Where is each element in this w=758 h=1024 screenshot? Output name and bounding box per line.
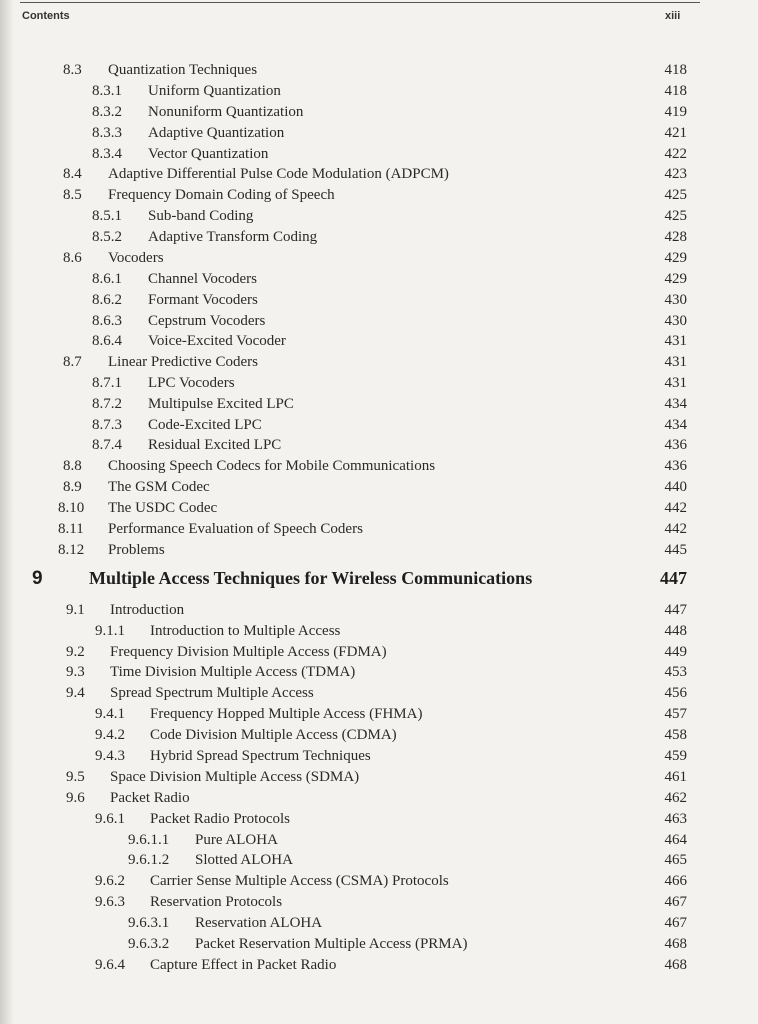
toc-entry-title: Adaptive Transform Coding: [148, 229, 318, 245]
toc-entry-number: 8.5.2: [92, 229, 122, 245]
toc-entry-title: Space Division Multiple Access (SDMA): [110, 769, 360, 785]
toc-entry: [0, 125, 758, 145]
toc-entry-number: 9.6.3.1: [128, 915, 170, 931]
toc-entry: [0, 832, 758, 852]
toc-entry-number: 8.11: [58, 521, 84, 537]
toc-entry-title: Reservation Protocols: [150, 894, 283, 910]
toc-entry-number: 8.5.1: [92, 208, 122, 224]
toc-entry-number: 9.4.2: [95, 727, 125, 743]
toc-entry-title: Packet Radio Protocols: [150, 811, 290, 827]
toc-entry: [0, 915, 758, 935]
toc-entry-title: LPC Vocoders: [148, 375, 235, 391]
toc-entry-page: 464: [664, 832, 687, 848]
toc-entry-number: 9.6: [66, 790, 85, 806]
toc-entry-number: 8.7.1: [92, 375, 122, 391]
toc-entry: [0, 208, 758, 228]
toc-entry: [0, 811, 758, 831]
toc-entry: [0, 166, 758, 186]
toc-entry: [0, 250, 758, 270]
toc-entry: [0, 623, 758, 643]
toc-entry: [0, 936, 758, 956]
toc-entry-number: 8.9: [63, 479, 82, 495]
toc-entry-number: 9.2: [66, 644, 85, 660]
toc-entry-page: 447: [660, 568, 687, 588]
toc-entry-number: 8.7: [63, 354, 82, 370]
toc-entry-page: 422: [664, 146, 687, 162]
toc-entry: [0, 852, 758, 872]
toc-entry: [0, 104, 758, 124]
toc-entry: [0, 292, 758, 312]
toc-entry-page: 425: [664, 187, 687, 203]
toc-entry-number: 9.4.3: [95, 748, 125, 764]
toc-entry-title: Carrier Sense Multiple Access (CSMA) Protocols: [150, 873, 449, 889]
toc-entry-title: Pure ALOHA: [195, 832, 278, 848]
toc-entry-title: The USDC Codec: [108, 500, 218, 516]
toc-entry-page: 430: [664, 313, 687, 329]
toc-entry-page: 421: [664, 125, 687, 141]
toc-entry: [0, 229, 758, 249]
toc-entry-page: 459: [664, 748, 687, 764]
toc-entry-title: Packet Reservation Multiple Access (PRMA): [195, 936, 468, 952]
toc-entry-title: Frequency Hopped Multiple Access (FHMA): [150, 706, 423, 722]
toc-entry: [0, 62, 758, 82]
toc-entry-title: Adaptive Differential Pulse Code Modulation (ADPCM): [108, 166, 449, 182]
toc-entry-page: 458: [664, 727, 687, 743]
toc-entry-number: 8.3: [63, 62, 82, 78]
toc-entry-page: 445: [664, 542, 687, 558]
toc-entry-number: 8.6.3: [92, 313, 122, 329]
toc-entry-page: 436: [664, 437, 687, 453]
toc-entry: [0, 521, 758, 541]
toc-entry-number: 8.7.4: [92, 437, 122, 453]
toc-entry-number: 9.3: [66, 664, 85, 680]
toc-entry-title: Vector Quantization: [148, 146, 269, 162]
toc-entry-page: 431: [664, 375, 687, 391]
toc-entry-number: 9.6.1.2: [128, 852, 170, 868]
toc-entry-title: Nonuniform Quantization: [148, 104, 304, 120]
toc-entry: [0, 769, 758, 789]
toc-entry-number: 8.6.1: [92, 271, 122, 287]
toc-entry-number: 9.6.4: [95, 957, 125, 973]
toc-entry: [0, 602, 758, 622]
toc-entry-number: 9.6.1: [95, 811, 125, 827]
toc-entry-number: 9.6.2: [95, 873, 125, 889]
toc-entry-number: 8.3.2: [92, 104, 122, 120]
toc-entry-number: 9.1: [66, 602, 85, 618]
toc-entry-title: Quantization Techniques: [108, 62, 258, 78]
toc-entry-page: 456: [664, 685, 687, 701]
toc-entry-title: Adaptive Quantization: [148, 125, 285, 141]
toc-entry-page: 430: [664, 292, 687, 308]
toc-entry-title: Problems: [108, 542, 165, 558]
toc-entry-page: 453: [664, 664, 687, 680]
toc-entry: [0, 187, 758, 207]
toc-entry-title: Introduction to Multiple Access: [150, 623, 341, 639]
toc-entry-page: 461: [664, 769, 687, 785]
toc-entry: [0, 333, 758, 353]
toc-entry-number: 8.8: [63, 458, 82, 474]
toc-entry-page: 423: [664, 166, 687, 182]
toc-entry: [0, 748, 758, 768]
toc-entry-title: Slotted ALOHA: [195, 852, 293, 868]
toc-entry-page: 434: [664, 417, 687, 433]
toc-entry: [0, 727, 758, 747]
toc-entry-title: Sub-band Coding: [148, 208, 254, 224]
toc-entry-number: 8.10: [58, 500, 85, 516]
toc-entry-title: Time Division Multiple Access (TDMA): [110, 664, 356, 680]
toc-entry-title: Performance Evaluation of Speech Coders: [108, 521, 363, 537]
toc-entry-number: 9.5: [66, 769, 85, 785]
toc-entry-number: 8.4: [63, 166, 82, 182]
toc-chapter-entry: [0, 568, 758, 588]
toc-entry: [0, 458, 758, 478]
toc-entry-page: 434: [664, 396, 687, 412]
toc-entry-title: Packet Radio: [110, 790, 190, 806]
toc-entry-title: Capture Effect in Packet Radio: [150, 957, 337, 973]
toc-entry-title: The GSM Codec: [108, 479, 210, 495]
toc-entry-page: 448: [664, 623, 687, 639]
toc-entry: [0, 83, 758, 103]
toc-entry: [0, 644, 758, 664]
toc-entry-title: Spread Spectrum Multiple Access: [110, 685, 314, 701]
toc-entry-title: Frequency Division Multiple Access (FDMA): [110, 644, 387, 660]
toc-entry-page: 462: [664, 790, 687, 806]
toc-entry-number: 8.3.3: [92, 125, 122, 141]
toc-entry-title: Frequency Domain Coding of Speech: [108, 187, 335, 203]
toc-entry-page: 442: [664, 500, 687, 516]
toc-entry-page: 429: [664, 250, 687, 266]
toc-entry: [0, 685, 758, 705]
toc-entry-page: 425: [664, 208, 687, 224]
toc-entry-page: 468: [664, 936, 687, 952]
toc-entry: [0, 500, 758, 520]
toc-entry-page: 466: [664, 873, 687, 889]
toc-entry-number: 8.7.3: [92, 417, 122, 433]
toc-entry-page: 418: [664, 62, 687, 78]
toc-entry-page: 457: [664, 706, 687, 722]
toc-entry-title: Residual Excited LPC: [148, 437, 282, 453]
toc-entry-title: Code-Excited LPC: [148, 417, 262, 433]
running-head: Contents: [22, 10, 70, 22]
toc-entry: [0, 354, 758, 374]
toc-entry-number: 8.3.4: [92, 146, 122, 162]
toc-entry: [0, 146, 758, 166]
toc-entry-title: Multipulse Excited LPC: [148, 396, 294, 412]
toc-entry-page: 431: [664, 354, 687, 370]
toc-entry-title: Reservation ALOHA: [195, 915, 323, 931]
toc-entry-title: Linear Predictive Coders: [108, 354, 258, 370]
toc-entry-number: 8.6.4: [92, 333, 122, 349]
toc-entry-page: 428: [664, 229, 687, 245]
toc-entry: [0, 790, 758, 810]
toc-entry-title: Uniform Quantization: [148, 83, 281, 99]
toc-entry-title: Cepstrum Vocoders: [148, 313, 266, 329]
toc-entry-number: 8.6: [63, 250, 82, 266]
toc-entry: [0, 437, 758, 457]
toc-entry: [0, 271, 758, 291]
toc-entry-title: Choosing Speech Codecs for Mobile Communications: [108, 458, 436, 474]
toc-entry: [0, 957, 758, 977]
toc-entry-number: 9.1.1: [95, 623, 125, 639]
toc-entry-number: 9: [32, 568, 43, 589]
toc-entry-page: 419: [664, 104, 687, 120]
toc-entry-title: Hybrid Spread Spectrum Techniques: [150, 748, 371, 764]
toc-entry-number: 8.6.2: [92, 292, 122, 308]
header-rule: [20, 2, 700, 3]
toc-entry: [0, 396, 758, 416]
toc-entry-page: 440: [664, 479, 687, 495]
toc-entry-number: 9.4.1: [95, 706, 125, 722]
toc-entry-title: Introduction: [110, 602, 185, 618]
toc-entry-page: 449: [664, 644, 687, 660]
toc-entry-title: Code Division Multiple Access (CDMA): [150, 727, 397, 743]
toc-entry-page: 447: [664, 602, 687, 618]
toc-entry-page: 429: [664, 271, 687, 287]
toc-entry: [0, 417, 758, 437]
toc-entry: [0, 479, 758, 499]
toc-entry: [0, 894, 758, 914]
toc-entry-title: Voice-Excited Vocoder: [148, 333, 286, 349]
toc-entry-page: 431: [664, 333, 687, 349]
toc-entry-title: Multiple Access Techniques for Wireless Communications: [89, 568, 533, 588]
toc-entry-number: 8.12: [58, 542, 85, 558]
toc-entry-title: Formant Vocoders: [148, 292, 258, 308]
toc-entry: [0, 375, 758, 395]
toc-entry: [0, 873, 758, 893]
toc-entry: [0, 706, 758, 726]
toc-entry-page: 465: [664, 852, 687, 868]
toc-entry-number: 9.6.3: [95, 894, 125, 910]
toc-entry-page: 468: [664, 957, 687, 973]
page-number: xiii: [665, 10, 681, 22]
toc-entry-page: 442: [664, 521, 687, 537]
toc-entry-title: Channel Vocoders: [148, 271, 258, 287]
toc-entry: [0, 664, 758, 684]
toc-entry-number: 8.3.1: [92, 83, 122, 99]
toc-entry-number: 8.7.2: [92, 396, 122, 412]
toc-entry-page: 467: [664, 894, 687, 910]
toc-entry-title: Vocoders: [108, 250, 164, 266]
toc-entry-page: 436: [664, 458, 687, 474]
toc-entry-number: 9.6.1.1: [128, 832, 170, 848]
toc-entry-page: 418: [664, 83, 687, 99]
toc-entry: [0, 542, 758, 562]
toc-entry-page: 467: [664, 915, 687, 931]
toc-entry: [0, 313, 758, 333]
toc-entry-number: 9.6.3.2: [128, 936, 170, 952]
toc-entry-number: 8.5: [63, 187, 82, 203]
toc-entry-number: 9.4: [66, 685, 85, 701]
toc-entry-page: 463: [664, 811, 687, 827]
